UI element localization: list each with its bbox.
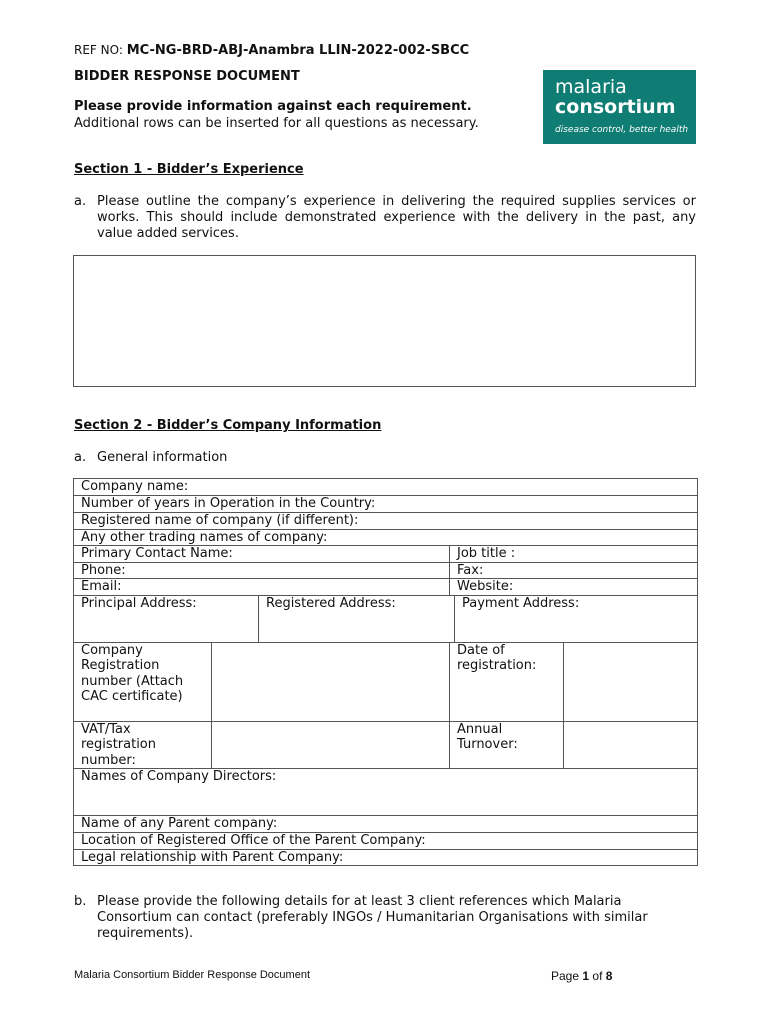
principal-address-field[interactable]: Principal Address:: [74, 595, 259, 642]
website-field[interactable]: Website:: [450, 579, 698, 596]
vat-registration-label: VAT/Tax registration number:: [74, 721, 212, 769]
trading-names-field[interactable]: Any other trading names of company:: [74, 529, 698, 546]
list-marker: b.: [74, 894, 87, 909]
fax-field[interactable]: Fax:: [450, 562, 698, 579]
page-total: 8: [605, 969, 613, 983]
section-2-item-a-text: General information: [97, 450, 228, 465]
reference-number: [74, 43, 469, 58]
logo-tagline: disease control, better health: [555, 125, 689, 135]
registered-address-field[interactable]: Registered Address:: [259, 595, 455, 642]
page-of: of: [592, 969, 603, 983]
page-current: 1: [582, 969, 590, 983]
date-of-registration-input[interactable]: [564, 642, 698, 721]
parent-relationship-field[interactable]: Legal relationship with Parent Company:: [74, 849, 698, 866]
list-marker: a.: [74, 450, 87, 465]
instruction-bold: Please provide information against each requirement.: [74, 99, 472, 114]
company-registration-label: Company Registration number (Attach CAC certificate): [74, 642, 212, 721]
footer-page-number: [551, 969, 612, 983]
logo-line-1: malaria: [555, 76, 627, 98]
annual-turnover-label: Annual Turnover:: [450, 721, 564, 769]
list-marker: a.: [74, 194, 87, 209]
section-2-item-b-text: Please provide the following details for at least 3 client references which Malaria Consortium can contact (preferably INGOs / Humanitarian Organisations with similar requirements).: [97, 894, 648, 941]
ref-label: REF NO:: [74, 43, 123, 57]
section-1-title: Section 1 - Bidder’s Experience: [74, 162, 304, 177]
page-prefix: Page: [551, 969, 580, 983]
section-1-item-a-text: Please outline the company’s experience in delivering the required supplies services or works. This should include demonstrated experience with the delivery in the past, any value added services.: [97, 194, 696, 241]
parent-company-field[interactable]: Name of any Parent company:: [74, 816, 698, 833]
annual-turnover-input[interactable]: [564, 721, 698, 769]
section-2-item-a: [74, 450, 696, 466]
company-name-field[interactable]: Company name:: [74, 479, 698, 496]
footer-document-name: Malaria Consortium Bidder Response Document: [74, 969, 310, 981]
years-in-operation-field[interactable]: Number of years in Operation in the Country:: [74, 496, 698, 513]
registered-name-field[interactable]: Registered name of company (if different):: [74, 512, 698, 529]
job-title-field[interactable]: Job title :: [450, 546, 698, 563]
experience-response-box[interactable]: [73, 255, 696, 387]
payment-address-field[interactable]: Payment Address:: [455, 595, 698, 642]
ref-code: MC-NG-BRD-ABJ-Anambra LLIN-2022-002-SBCC: [126, 43, 470, 58]
parent-office-location-field[interactable]: Location of Registered Office of the Parent Company:: [74, 832, 698, 849]
company-directors-field[interactable]: Names of Company Directors:: [74, 769, 698, 816]
section-2-item-b: [74, 894, 696, 942]
section-2-title: Section 2 - Bidder’s Company Information: [74, 418, 382, 433]
company-information-table: [73, 478, 698, 866]
primary-contact-field[interactable]: Primary Contact Name:: [74, 546, 450, 563]
document-title: BIDDER RESPONSE DOCUMENT: [74, 69, 300, 84]
logo-line-2: consortium: [555, 96, 676, 118]
instruction-text: Additional rows can be inserted for all questions as necessary.: [74, 116, 479, 131]
phone-field[interactable]: Phone:: [74, 562, 450, 579]
malaria-consortium-logo: [543, 70, 696, 144]
email-field[interactable]: Email:: [74, 579, 450, 596]
section-1-item-a: [74, 194, 696, 242]
date-of-registration-label: Date of registration:: [450, 642, 564, 721]
vat-registration-input[interactable]: [212, 721, 450, 769]
company-registration-input[interactable]: [212, 642, 450, 721]
